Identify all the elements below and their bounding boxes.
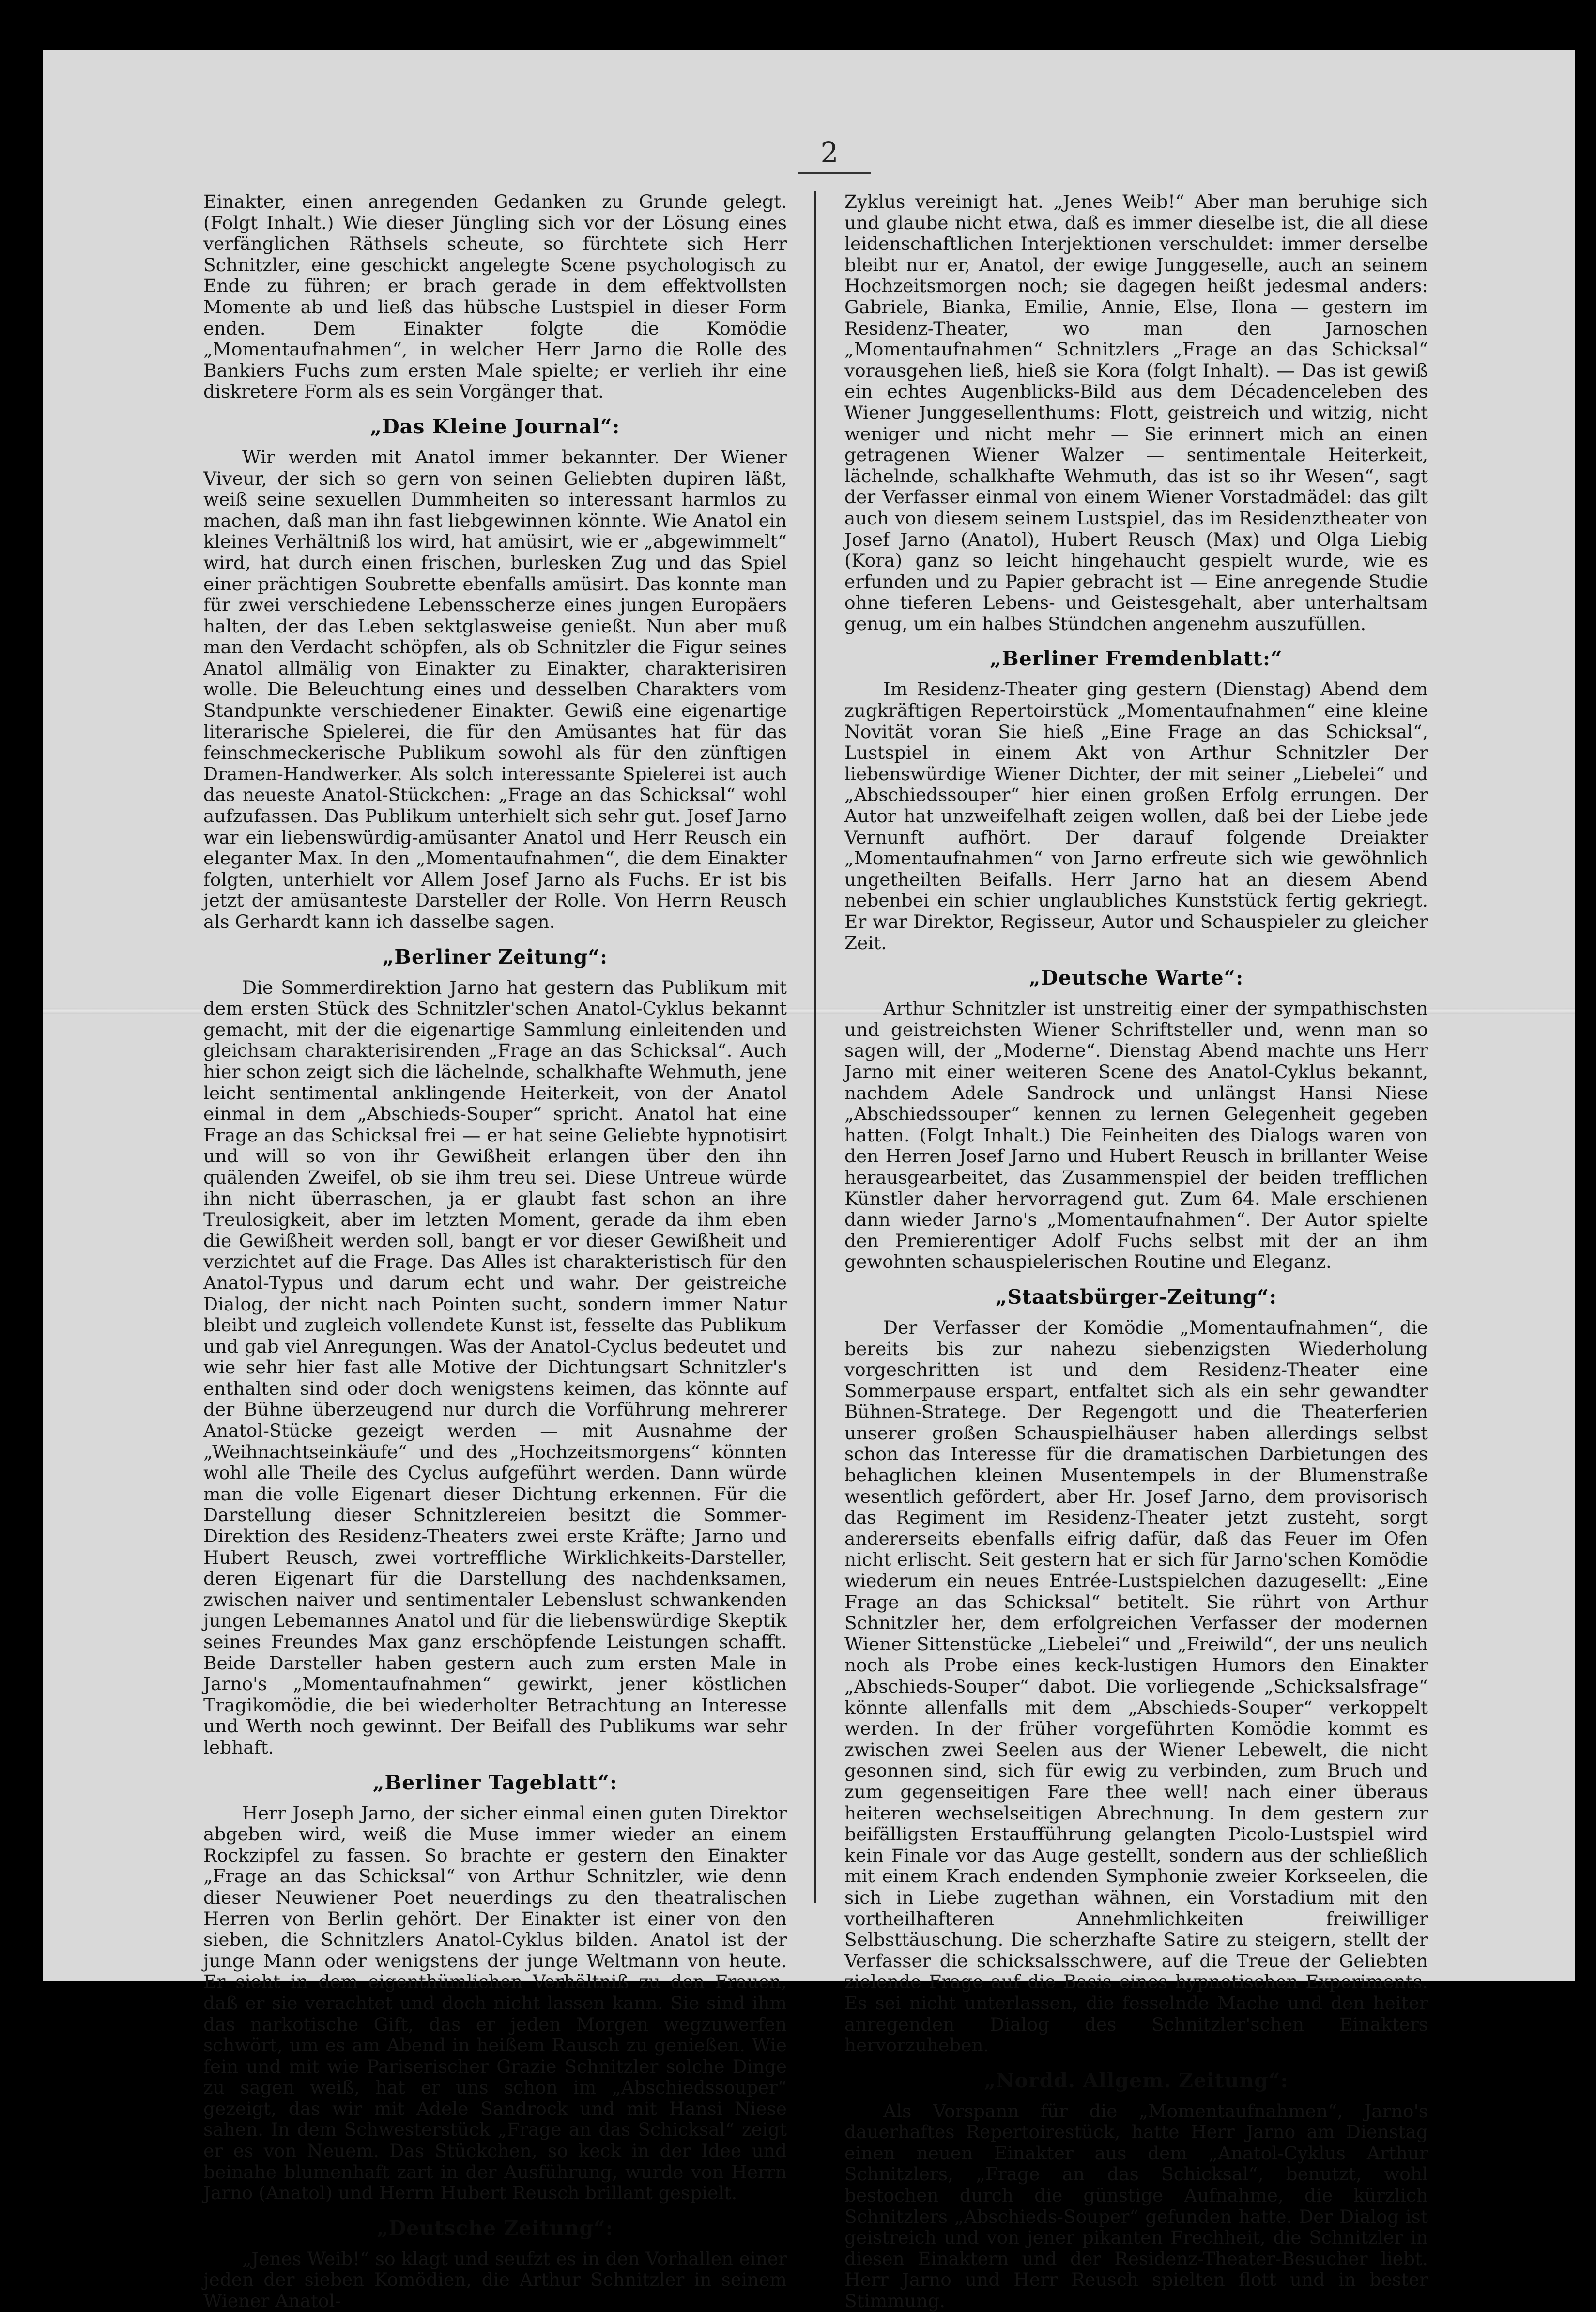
right-intro-paragraph: Zyklus vereinigt hat. „Jenes Weib!“ Aber man beruhige sich und glaube nicht etwa, daß es immer dieselbe ist, die all diese leidenschaftlichen Interjektionen verschuldet: immer derselbe bleibt nur er, Anatol, der ewige Junggeselle, auch an seinem Hochzeitsmorgen noch; sie dagegen heißt jedesmal anders: Gabriele, Bianka, Emilie, Annie, Else, Ilona — gestern im Residenz-Theater, wo man den Jarnoschen „Momentaufnahmen“ Schnitzlers „Frage an das Schicksal“ vorausgehen ließ, hieß sie Kora (folgt Inhalt). — Das ist gewiß ein echtes Augenblicks-Bild aus dem Décadenceleben des Wiener Junggesellenthums: Flott, geistreich und witzig, nicht weniger und nicht mehr — Sie erinnert mich an einen getragenen Wiener Walzer — sentimentale Heiterkeit, lächelnde, schalkhafte Wehmuth, das ist so ihr Wesen“, sagt der Verfasser einmal von einem Wiener Vorstadmädel: das gilt auch von diesem seinem Lustspiel, das im Residenztheater von Josef Jarno (Anatol), Hubert Reusch (Max) und Olga Liebig (Kora) ganz so leicht hingehaucht gespielt wurde, wie es erfunden und zu Papier gebracht ist — Eine anregende Studie ohne tieferen Lebens- und Geistesgehalt, aber unterhaltsam genug, um ein halbes Stündchen angenehm auszufüllen. bbox=[844, 191, 1428, 634]
right-column bbox=[844, 191, 1428, 2312]
section-title-berliner-tageblatt: „Berliner Tageblatt“: bbox=[372, 1771, 618, 1794]
section-title-nordd-allgem-zeitung: „Nordd. Allgem. Zeitung“: bbox=[984, 2068, 1289, 2092]
column-divider bbox=[814, 191, 816, 1903]
section-text-nordd-allgem-zeitung: Als Vorspann für die „Momentaufnahmen“, Jarno's dauerhaftes Repertoirestück, hatte Herr Jarno am Dienstag einen neuen Einakter aus dem „Anatol-Cyklus Arthur Schnitzlers, „Frage an das Schicksal“, benutzt, wohl bestochen durch die günstige Aufnahme, die kürzlich Schnitzlers „Abschieds-Souper“ gefunden hatte. Der Dialog ist geistreich und von jener pikanten Frechheit, die Schnitzler in diesen Einaktern und der Residenz-Theater-Besucher liebt. Herr Jarno und Herr Reusch spielten flott und in bester Stimmung. bbox=[844, 2100, 1428, 2312]
section-text-deutsche-zeitung: „Jenes Weib!“ so klagt und seufzt es in den Vorhallen einer jeden der sieben Komödien, die Arthur Schnitzler in seinem Wiener Anatol- bbox=[203, 2248, 787, 2312]
left-intro-paragraph: Einakter, einen anregenden Gedanken zu Grunde gelegt. (Folgt Inhalt.) Wie dieser Jüngling sich vor der Lösung eines verfänglichen Räthsels scheute, so fürchtete sich Herr Schnitzler, eine geschickt angelegte Scene psychologisch zu Ende zu führen; er brach gerade in dem effektvollsten Momente ab und ließ das hübsche Lustspiel in dieser Form enden. Dem Einakter folgte die Komödie „Momentaufnahmen“, in welcher Herr Jarno die Rolle des Bankiers Fuchs zum ersten Male spielte; er verlieh ihr eine diskretere Form als es sein Vorgänger that. bbox=[203, 191, 787, 402]
section-title-kleine-journal: „Das Kleine Journal“: bbox=[370, 415, 620, 438]
section-text-berliner-tageblatt: Herr Joseph Jarno, der sicher einmal einen guten Direktor abgeben wird, weiß die Muse immer wieder an einem Rockzipfel zu fassen. So brachte er gestern den Einakter „Frage an das Schicksal“ von Arthur Schnitzler, wie denn dieser Neuwiener Poet neuerdings zu den theatralischen Herren von Berlin gehört. Der Einakter ist einer von den sieben, die Schnitzlers Anatol-Cyklus bilden. Anatol ist der junge Mann oder wenigstens der junge Weltmann von heute. Er sieht in dem eigenthümlichen Verhältniß zu den Frauen, daß er sie verachtet und doch nicht lassen kann. Sie sind ihm das narkotische Gift, das er jeden Morgen wegzuwerfen schwört, um es am Abend in heißem Rausch zu genießen. Wie fein und mit wie Pariserischer Grazie Schnitzler solche Dinge zu sagen weiß, hat er uns schon im „Abschiedssouper“ gezeigt, das wir mit Adele Sandrock und mit Hansi Niese sahen. In dem Schwesterstück „Frage an das Schicksal“ zeigt er es von Neuem. Das Stückchen, so keck in der Idee und beinahe blumenhaft zart in der Ausführung, wurde von Herrn Jarno (Anatol) und Herrn Hubert Reusch brillant gespielt. bbox=[203, 1802, 787, 2204]
newspaper-page bbox=[43, 50, 1575, 2312]
section-text-staatsbuerger-zeitung: Der Verfasser der Komödie „Momentaufnahmen“, die bereits bis zur nahezu siebenzigsten Wiederholung vorgeschritten ist und dem Residenz-Theater eine Sommerpause erspart, entfaltet sich als ein sehr gewandter Bühnen-Stratege. Der Regengott und die Theaterferien unserer großen Schauspielhäuser haben allerdings selbst schon das Interesse für die dramatischen Darbietungen des behaglichen kleinen Musentempels in der Blumenstraße wesentlich gefördert, aber Hr. Josef Jarno, dem provisorisch das Regiment im Residenz-Theater jetzt zusteht, sorgt andererseits ebenfalls eifrig dafür, daß das Feuer im Ofen nicht erlischt. Seit gestern hat er sich für Jarno'schen Komödie wiederum ein neues Entrée-Lustspielchen dazugesellt: „Eine Frage an das Schicksal“ betitelt. Sie rührt von Arthur Schnitzler her, dem erfolgreichen Verfasser der modernen Wiener Sittenstücke „Liebelei“ und „Freiwild“, der uns neulich noch als Probe eines keck-lustigen Humors den Einakter „Abschieds-Souper“ dabot. Die vorliegende „Schicksalsfrage“ könnte allenfalls mit dem „Abschieds-Souper“ verkoppelt werden. In der früher vorgeführten Komödie kommt es zwischen zwei Seelen aus der Wiener Lebewelt, die nicht gesonnen sind, sich für ewig zu verbinden, zum Bruch und zum gegenseitigen Fare thee well! nach einer überaus heiteren wechselseitigen Abrechnung. In dem gestern zur beifälligsten Erstaufführung gelangten Picolo-Lustspiel wird kein Finale vor das Auge gestellt, sondern aus der schließlich mit einem Krach endenden Symphonie zweier Korkseelen, die sich in Liebe zugethan wähnen, ein Vorstadium mit den vortheilhafteren Annehmlichkeiten freiwilliger Selbsttäuschung. Die scherzhafte Satire zu steigern, stellt der Verfasser die schicksalsschwere, auf die Treue der Geliebten zielende Frage auf die Basis eines hypnotischen Experiments. Es sei nicht unterlassen, die fesselnde Mache und den heiter anregenden Dialog des Schnitzler'schen Einakters hervorzuheben. bbox=[844, 1316, 1428, 2056]
section-text-deutsche-warte: Arthur Schnitzler ist unstreitig einer der sympathischsten und geistreichsten Wiener Schriftsteller und, wenn man so sagen will, der „Moderne“. Dienstag Abend machte uns Herr Jarno mit einer weiteren Scene des Anatol-Cyklus bekannt, nachdem Adele Sandrock und unlängst Hansi Niese „Abschiedssouper“ kennen zu lernen Gelegenheit gegeben hatten. (Folgt Inhalt.) Die Feinheiten des Dialogs waren von den Herren Josef Jarno und Hubert Reusch in brillanter Weise herausgearbeitet, das Zusammenspiel der beiden trefflichen Künstler daher hervorragend gut. Zum 64. Male erschienen dann wieder Jarno's „Momentaufnahmen“. Der Autor spielte den Premierentiger Adolf Fuchs selbst mit der an ihm gewohnten schauspielerischen Routine und Eleganz. bbox=[844, 998, 1428, 1273]
section-title-staatsbuerger-zeitung: „Staatsbürger-Zeitung“: bbox=[995, 1285, 1277, 1309]
section-text-berliner-zeitung: Die Sommerdirektion Jarno hat gestern das Publikum mit dem ersten Stück des Schnitzler'schen Anatol-Cyklus bekannt gemacht, mit der die eigenartige Sammlung einleitenden und gleichsam charakterisirenden „Frage an das Schicksal“. Auch hier schon zeigt sich die lächelnde, schalkhafte Wehmuth, jene leicht sentimental anklingende Heiterkeit, von der Anatol einmal in dem „Abschieds-Souper“ spricht. Anatol hat eine Frage an das Schicksal frei — er hat seine Geliebte hypnotisirt und will so von ihr Gewißheit erlangen über den ihn quälenden Zweifel, ob sie ihm treu sei. Diese Untreue würde ihn nicht überraschen, ja er glaubt fast schon an ihre Treulosigkeit, aber im letzten Moment, gerade da ihm eben die Gewißheit werden soll, bangt er vor dieser Gewißheit und verzichtet auf die Frage. Das Alles ist charakteristisch für den Anatol-Typus und darum echt und wahr. Der geistreiche Dialog, der nicht nach Pointen sucht, sondern immer Natur bleibt und zugleich vollendete Kunst ist, fesselte das Publikum und gab viel Anregungen. Was der Anatol-Cyclus bedeutet und wie sehr hier fast alle Motive der Dichtungsart Schnitzler's enthalten sind oder doch wenigstens keimen, das könnte auf der Bühne überzeugend nur durch die Vorführung mehrerer Anatol-Stücke gezeigt werden — mit Ausnahme der „Weihnachtseinkäufe“ und des „Hochzeitsmorgens“ könnten wohl alle Theile des Cyclus aufgeführt werden. Dann würde man die volle Eigenart dieser Dichtung erkennen. Für die Darstellung dieser Schnitzlereien besitzt die Sommer-Direktion des Residenz-Theaters zwei erste Kräfte; Jarno und Hubert Reusch, zwei vortreffliche Wirklichkeits-Darsteller, deren Eigenart für die Darstellung des nachdenksamen, zwischen naiver und sentimentaler Lebenslust schwankenden jungen Lebemannes Anatol und für die liebenswürdige Skeptik seines Freundes Max ganz erschöpfende Leistungen schafft. Beide Darsteller haben gestern auch zum ersten Male in Jarno's „Momentaufnahmen“ gewirkt, jener köstlichen Tragikomödie, die bei wiederholter Betrachtung an Interesse und Werth noch gewinnt. Der Beifall des Publikums war sehr lebhaft. bbox=[203, 976, 787, 1758]
left-column bbox=[203, 191, 787, 2312]
page-number-rule bbox=[798, 172, 871, 174]
section-title-berliner-fremdenblatt: „Berliner Fremdenblatt:“ bbox=[990, 647, 1283, 671]
section-title-deutsche-warte: „Deutsche Warte“: bbox=[1028, 966, 1244, 990]
section-text-kleine-journal: Wir werden mit Anatol immer bekannter. Der Wiener Viveur, der sich so gern von seinen Geliebten dupiren läßt, weiß seine sexuellen Dummheiten so interessant harmlos zu machen, daß man ihn fast liebgewinnen könnte. Wie Anatol ein kleines Verhältniß los wird, hat amüsirt, wie er „abgewimmelt“ wird, hat durch einen frischen, burlesken Zug und das Spiel einer prächtigen Soubrette ebenfalls amüsirt. Das konnte man für zwei verschiedene Lebensscherze eines jungen Europäers halten, der das Leben sektglasweise genießt. Nun aber muß man den Verdacht schöpfen, als ob Schnitzler die Figur seines Anatol allmälig von Einakter zu Einakter, charakterisiren wolle. Die Beleuchtung eines und desselben Charakters vom Standpunkte verschiedener Einakter. Gewiß eine eigenartige literarische Spielerei, die für den Amüsantes hat für das feinschmeckerische Publikum sowohl als für den zünftigen Dramen-Handwerker. Als solch interessante Spielerei ist auch das neueste Anatol-Stückchen: „Frage an das Schicksal“ wohl aufzufassen. Das Publikum unterhielt sich sehr gut. Josef Jarno war ein liebenswürdig-amüsanter Anatol und Herr Reusch ein eleganter Max. In den „Momentaufnahmen“, die dem Einakter folgten, unterhielt vor Allem Josef Jarno als Fuchs. Er ist bis jetzt der amüsanteste Darsteller der Rolle. Von Herrn Reusch als Gerhardt kann ich dasselbe sagen. bbox=[203, 446, 787, 932]
section-text-berliner-fremdenblatt: Im Residenz-Theater ging gestern (Dienstag) Abend dem zugkräftigen Repertoirstück „Momentaufnahmen“ eine kleine Novität voran Sie hieß „Eine Frage an das Schicksal“, Lustspiel in einem Akt von Arthur Schnitzler Der liebenswürdige Wiener Dichter, der mit seiner „Liebelei“ und „Abschiedssouper“ hier einen großen Erfolg errungen. Der Autor hat unzweifelhaft zeigen wollen, daß bei der Liebe jede Vernunft aufhört. Der darauf folgende Dreiakter „Momentaufnahmen“ von Jarno erfreute sich wie gewöhnlich ungetheilten Beifalls. Herr Jarno hat an diesem Abend nebenbei ein schier unglaubliches Kunststück fertig gekriegt. Er war Direktor, Regisseur, Autor und Schauspieler zu gleicher Zeit. bbox=[844, 678, 1428, 954]
page-number: 2 bbox=[820, 136, 839, 169]
section-title-deutsche-zeitung: „Deutsche Zeitung“: bbox=[377, 2216, 614, 2240]
section-title-berliner-zeitung: „Berliner Zeitung“: bbox=[382, 945, 608, 969]
